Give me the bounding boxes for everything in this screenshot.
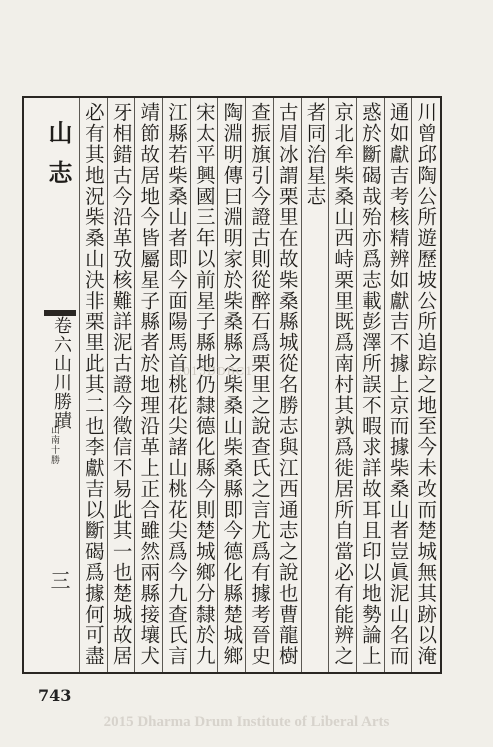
text-column: 京北牟柴桑山西峙栗里既爲南村其孰爲徙居所自當必有能辨之 (331, 102, 355, 667)
page-number: 743 (38, 686, 72, 705)
column-rule (162, 98, 163, 672)
text-column: 查振旗引今證古則從醉石爲栗里之說查氏之言尤爲有據考晉史 (248, 102, 272, 667)
column-rule (217, 98, 218, 672)
column-rule (301, 98, 302, 672)
text-column: 宋太平興國三年以前星子縣地仍隸德化縣今則楚城鄉分隸於九 (192, 102, 216, 667)
footer-credit: 2015 Dharma Drum Institute of Liberal Arts (103, 714, 390, 730)
column-rule (384, 98, 385, 672)
text-column: 古眉冰謂栗里在故柴桑縣城從名勝志與江西通志之說也曹龍樹 (275, 102, 299, 667)
column-rule (107, 98, 108, 672)
text-column: 江縣若柴桑山者即今面陽馬首桃花尖諸山桃花尖爲今九查氏言 (165, 102, 188, 667)
column-rule (356, 98, 357, 672)
watermark: 2015DDBC1 (175, 365, 254, 378)
column-rule (411, 98, 412, 672)
text-column: 通如獻吉考核精辨如獻吉不據上京而據柴桑山者豈眞泥山名而 (386, 102, 410, 667)
text-column: 牙相錯古今沿革攷核難詳泥古證今徵信不易此其一也楚城故居 (109, 102, 133, 667)
text-column: 川曾邱陶公所遊歷坡公所追踪之地至今未改而楚城無其跡以淹 (414, 102, 438, 667)
column-rule (190, 98, 191, 672)
text-column: 者同治星志 (303, 102, 327, 207)
text-column: 惑於斷碣哉殆亦爲志載彭澤所誤不暇求詳故耳且印以地勢論上 (358, 102, 382, 667)
column-rule (134, 98, 135, 672)
column-rule (79, 98, 80, 672)
margin-title: 山志 (44, 120, 73, 200)
text-column: 靖節故居地今皆屬星子縣者於地理沿革上正合雖然兩縣接壤犬 (137, 102, 161, 667)
text-column: 陶淵明傳曰淵明家於柴桑縣之柴桑山柴桑縣即今德化縣楚城鄉 (220, 102, 244, 667)
text-columns (24, 98, 440, 672)
margin-strip (44, 100, 76, 670)
column-rule (273, 98, 274, 672)
column-rule (328, 98, 329, 672)
margin-folio: 三 (47, 570, 71, 590)
column-rule (245, 98, 246, 672)
text-column: 必有其地況柴桑山決非栗里此其二也李獻吉以斷碣爲據何可盡 (81, 102, 105, 667)
margin-subtitle: 山南十勝 (49, 425, 59, 465)
text-frame (22, 96, 442, 674)
margin-chapter: 卷六山川勝蹟 (51, 316, 72, 430)
